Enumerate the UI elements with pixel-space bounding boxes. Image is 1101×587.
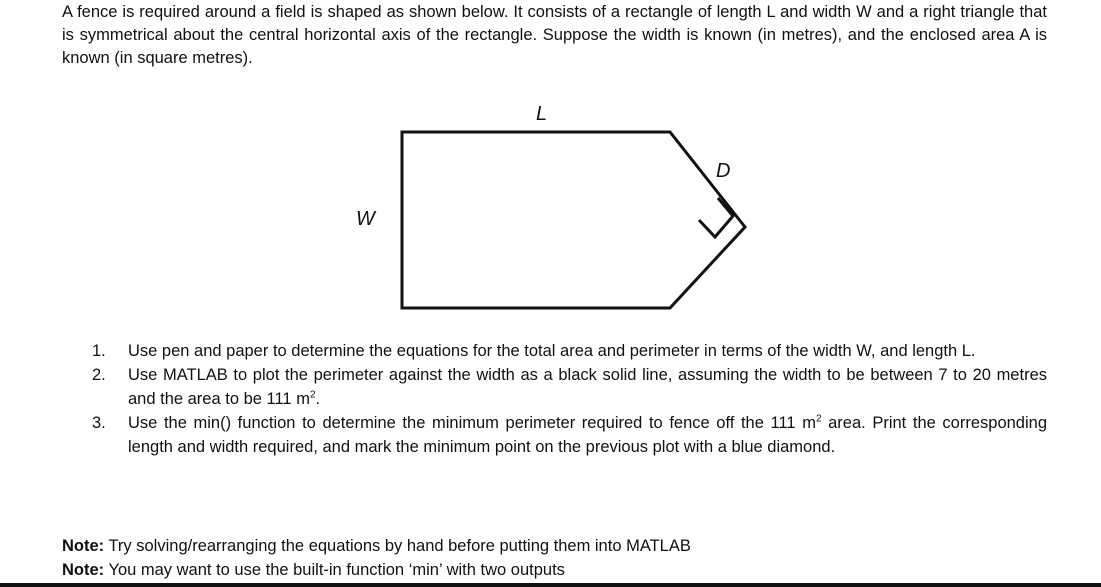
task-text: Use MATLAB to plot the perimeter against the width as a black solid line, assuming the width to be between 7 to 20 metres and the area to be 111 m <box>128 366 1047 408</box>
task-list <box>92 339 1047 459</box>
task-text-end: area. Print the corresponding length and width required, and mark the minimum point on the previous plot with a blue diamond. <box>128 414 1047 456</box>
task-text-end: . <box>315 390 321 408</box>
task-number: 1. <box>92 342 106 360</box>
note-label: Note: <box>62 537 105 555</box>
task-item <box>92 339 1047 363</box>
field-outline <box>402 132 745 308</box>
task-number: 2. <box>92 366 106 384</box>
note-line <box>62 534 691 558</box>
width-label: W <box>356 208 375 230</box>
task-number: 3. <box>92 414 106 432</box>
superscript: 2 <box>309 389 316 401</box>
task-text: Use pen and paper to determine the equations for the total area and perimeter in terms of the width W, and length L. <box>128 342 976 360</box>
note-text: Try solving/rearranging the equations by hand before putting them into MATLAB <box>104 537 691 555</box>
notes-section <box>62 534 691 582</box>
bottom-rule <box>0 583 1101 587</box>
task-item <box>92 411 1047 459</box>
superscript: 2 <box>815 413 822 425</box>
task-item <box>92 363 1047 411</box>
note-text: You may want to use the built-in function ‘min’ with two outputs <box>104 561 565 579</box>
note-line <box>62 558 691 582</box>
problem-intro: A fence is required around a field is shaped as shown below. It consists of a rectangle of length L and width W and a right triangle that is symmetrical about the central horizontal axis of the rectangle. Suppose the width is known (in metres), and the enclosed area A is known (in square metres). <box>62 3 1047 67</box>
length-label: L <box>536 103 548 125</box>
field-diagram <box>330 90 770 330</box>
diagonal-label: D <box>716 160 731 182</box>
task-text: Use the min() function to determine the minimum perimeter required to fence off the 111 m <box>128 414 816 432</box>
note-label: Note: <box>62 561 105 579</box>
